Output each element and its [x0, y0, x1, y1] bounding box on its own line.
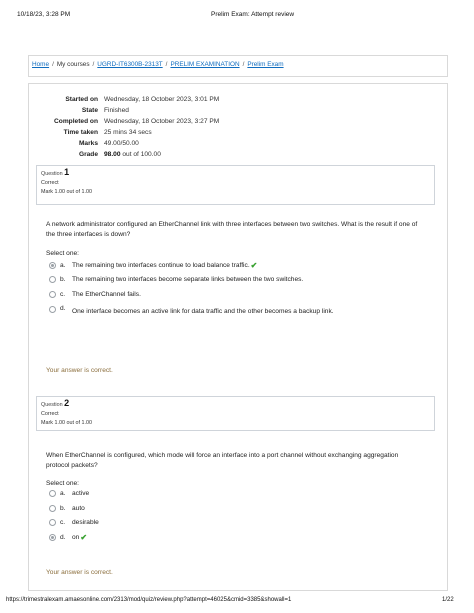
question-1-feedback: Your answer is correct. — [46, 367, 113, 374]
breadcrumb-separator: / — [52, 61, 54, 68]
grade-value — [104, 151, 161, 158]
question-2-text: When EtherChannel is configured, which mode will force an interface into a port channel without exchanging aggregation protocol packets? — [46, 452, 399, 469]
option-letter: d. — [60, 305, 66, 312]
question-1-status: Correct — [41, 180, 59, 186]
breadcrumb-section-link[interactable]: PRELIM EXAMINATION — [170, 61, 240, 68]
question-label: Question — [41, 171, 63, 177]
question-number: 1 — [64, 167, 70, 177]
question-1-option-b[interactable] — [49, 276, 303, 283]
print-datetime: 10/18/23, 3:28 PM — [17, 11, 71, 18]
question-2-option-b[interactable] — [49, 505, 85, 512]
radio-icon[interactable] — [49, 306, 56, 313]
option-text: The remaining two interfaces continue to load balance traffic. — [72, 262, 250, 269]
question-2-select-label: Select one: — [46, 480, 79, 487]
correct-check-icon: ✔ — [80, 533, 88, 542]
question-1-info — [36, 165, 435, 205]
question-1-option-a[interactable] — [49, 261, 257, 270]
summary-row-marks — [28, 138, 219, 149]
attempt-summary — [28, 94, 219, 160]
radio-selected-icon[interactable] — [49, 262, 56, 269]
question-2-feedback: Your answer is correct. — [46, 569, 113, 576]
started-on-label: Started on — [65, 96, 98, 103]
print-url: https://trimestralexam.amaesonline.com/2313/mod/quiz/review.php?attempt=46025&cmid=3385&showall=1 — [6, 597, 292, 603]
radio-icon[interactable] — [49, 276, 56, 283]
grade-label: Grade — [78, 151, 98, 158]
breadcrumb-home-link[interactable]: Home — [32, 61, 50, 68]
marks-label: Marks — [78, 140, 98, 147]
started-on-value: Wednesday, 18 October 2023, 3:01 PM — [104, 96, 220, 103]
state-value: Finished — [104, 107, 129, 114]
radio-icon[interactable] — [49, 519, 56, 526]
question-2-status: Correct — [41, 411, 59, 417]
grade-suffix: out of 100.00 — [122, 151, 161, 158]
summary-row-grade — [28, 149, 219, 160]
breadcrumb-panel — [28, 55, 448, 77]
summary-row-state — [28, 105, 219, 116]
question-2-option-d[interactable] — [49, 533, 87, 542]
option-letter: a. — [60, 262, 66, 269]
option-letter: d. — [60, 534, 66, 541]
option-text: on — [72, 534, 80, 541]
option-letter: c. — [60, 291, 66, 298]
time-taken-value: 25 mins 34 secs — [104, 129, 152, 136]
summary-row-completed — [28, 116, 219, 127]
completed-on-label: Completed on — [54, 118, 98, 125]
grade-number: 98.00 — [104, 151, 121, 158]
option-text: The EtherChannel fails. — [72, 291, 141, 298]
option-text: desirable — [72, 519, 99, 526]
option-text: auto — [72, 505, 85, 512]
option-text: One interface becomes an active link for data traffic and the other becomes a backup link. — [72, 308, 334, 315]
radio-icon[interactable] — [49, 490, 56, 497]
print-page-number: 1/22 — [442, 597, 454, 603]
summary-row-started — [28, 94, 219, 105]
question-2-mark: Mark 1.00 out of 1.00 — [41, 420, 92, 426]
question-number: 2 — [64, 398, 70, 408]
breadcrumb-page-link[interactable]: Prelim Exam — [247, 61, 284, 68]
question-2-option-a[interactable] — [49, 490, 89, 497]
state-label: State — [81, 107, 98, 114]
breadcrumb-course-link[interactable]: UGRD-IT6300B-2313T — [97, 61, 163, 68]
correct-check-icon: ✔ — [250, 261, 258, 270]
radio-selected-icon[interactable] — [49, 534, 56, 541]
question-1-select-label: Select one: — [46, 250, 79, 257]
option-text: active — [72, 490, 90, 497]
breadcrumb — [32, 61, 284, 68]
option-text: The remaining two interfaces become separate links between the two switches. — [72, 276, 304, 283]
radio-icon[interactable] — [49, 505, 56, 512]
breadcrumb-separator: / — [92, 61, 95, 68]
question-1-mark: Mark 1.00 out of 1.00 — [41, 189, 92, 195]
option-letter: b. — [60, 276, 66, 283]
question-2-info — [36, 396, 435, 431]
option-letter: b. — [60, 505, 66, 512]
question-1-option-c[interactable] — [49, 291, 141, 298]
breadcrumb-my-courses[interactable]: My courses — [56, 61, 90, 68]
completed-on-value: Wednesday, 18 October 2023, 3:27 PM — [104, 118, 220, 125]
marks-value: 49.00/50.00 — [104, 140, 139, 147]
question-1-option-d[interactable] — [49, 305, 334, 315]
breadcrumb-separator: / — [165, 61, 168, 68]
option-letter: c. — [60, 519, 66, 526]
print-title: Prelim Exam: Attempt review — [211, 11, 295, 18]
question-1-number — [41, 168, 430, 179]
question-2-number — [41, 399, 430, 410]
question-1-text: A network administrator configured an EtherChannel link with three interfaces between two switches. What is the result if one of the three interfaces is down? — [46, 221, 418, 238]
breadcrumb-separator: / — [242, 61, 245, 68]
option-letter: a. — [60, 490, 66, 497]
summary-row-time — [28, 127, 219, 138]
question-2-option-c[interactable] — [49, 519, 99, 526]
radio-icon[interactable] — [49, 291, 56, 298]
time-taken-label: Time taken — [63, 129, 98, 136]
question-label: Question — [41, 402, 63, 408]
